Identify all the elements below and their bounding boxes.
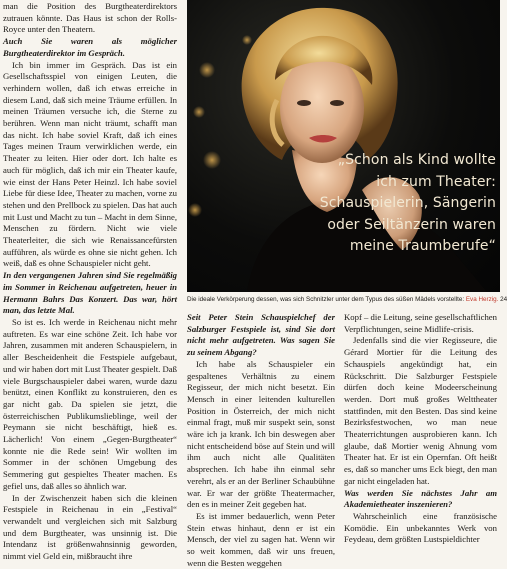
left-paragraph: So ist es. Ich werde in Reichenau nicht mehr auftreten. Es war eine schöne Zeit. Ich habe vor Jahren, zusammen mit anderen Schauspielern, in aller Bescheidenheit die Festspiele aufgebaut, und wir haben dort mit Lust Theater gespielt. Daß viele Burgschauspieler dabei waren, wurde dazu benützt, einen Konflikt zu konstruieren, den es gar nicht gab. Da spielen sie jetzt, die österreichischen Publikumslieblinge, weil der Peymann sie nicht beschäftigt, hieß es. Lächerlich! Von einem „Gegen-Burgtheater“ konnte nie die Rede sein! Wir wollten im Sommer in der schönen Umgebung des Semmering gut gespieltes Theater machen. Es gefiel uns, daß alles so ähnlich war. bbox=[3, 316, 177, 491]
caption-credit: Eva Herzig. bbox=[465, 296, 499, 303]
middle-paragraph: Es ist immer bedauerlich, wenn Peter Stein etwas hinhaut, denn er ist ein Mensch, der viel zu sagen hat. Wenn wir so weit kommen, daß wir uns freuen, wenn die Besten weggehen bbox=[187, 510, 335, 568]
interview-question: Seit Peter Stein Schauspielchef der Salzburger Festspiele ist, sind Sie dort nicht mehr aufgetreten. Was sagen Sie zu seinem Abgang? bbox=[187, 312, 335, 358]
middle-paragraph: Ich habe als Schauspieler ein gespaltenes Verhältnis zu einem Regisseur, der mich nicht besetzt. Ein Mensch in einer leitenden kulturellen Position in Österreich, der mich nicht einmal fragt, muß mir suspekt sein, sonst wäre ich ja krank. Ich bin deswegen aber nicht entscheidend böse auf Stein und will ihm auch nicht alle Qualitäten absprechen. Ich habe ihn einmal sehr verehrt, als er an der Berliner Schaubühne war. Er war der größte Theatermacher, den es in meiner Zeit gegeben hat. bbox=[187, 358, 335, 510]
portrait-photo bbox=[187, 0, 500, 292]
interview-question: In den vergangenen Jahren sind Sie regelmäßig im Sommer in Reichenau aufgetreten, heuer in Hermann Bahrs Das Konzert. Das war, hört man, das letzte Mal. bbox=[3, 270, 177, 316]
photo-caption bbox=[187, 296, 507, 304]
pull-quote-line: Schauspielerin, Sängerin bbox=[319, 195, 496, 211]
left-paragraph: Ich bin immer im Gespräch. Das ist ein Gesellschaftsspiel von einigen Leuten, die verhindern wollen, daß ich etwas erreiche in diesem Land, daß sich meine Träume erfüllen. In meinen Träumen versuche ich, die Sterne zu berühren. Wenn man nicht träumt, schafft man das nicht. Ich habe soviel Kraft, daß ich eines Tages meinen Traum verwirklichen werde, ein Theater zu leiten. Hier oder dort. Ich halte es auch für möglich, daß ich mir ein Theater kaufe, wie einst der Hans Peter Heinzl. Ich habe soviel Liebe für diese Idee, Theater zu machen, vorne zu stehen und den Prellbock zu spielen. Das hat auch mit Lust und Macht zu tun – Macht in dem Sinne, Menschen zu fördern. Nicht wie viele Theaterleiter, die sich wie Renaissancefürsten aufführen, als würde es ohne sie nicht gehen. Ich weiß, daß es ohne Schauspieler nicht geht. bbox=[3, 59, 177, 269]
interview-question: Auch Sie waren als möglicher Burgtheaterdirektor im Gespräch. bbox=[3, 36, 177, 58]
middle-column-article-text bbox=[187, 312, 337, 568]
left-paragraph: man die Position des Burgtheaterdirektors zutrauen könnte. Das Haus ist schon der Rolls-Royce unter den Theatern. bbox=[3, 1, 177, 35]
pull-quote-line: „Schon als Kind wollte bbox=[337, 152, 496, 168]
right-column-article-text bbox=[344, 312, 500, 545]
left-paragraph: In der Zwischenzeit haben sich die kleinen Festspiele in Reichenau in ein „Festival“ verwandelt und vergleichen sich mit Salzburg und dem Burgtheater, was unsinnig ist. Die Intendanz ist größenwahnsinnig geworden, nimmt viel Geld ein, mißbraucht ihre bbox=[3, 492, 177, 562]
pull-quote-line: oder Seiltänzerin waren bbox=[327, 216, 496, 233]
interview-question: Was werden Sie nächstes Jahr am Akademietheater inszenieren? bbox=[344, 487, 497, 510]
right-paragraph: Kopf – die Leitung, seine gesellschaftlichen Verpflichtungen, seine Midlife-crisis. bbox=[344, 312, 497, 334]
left-column-article-text bbox=[0, 0, 180, 562]
caption-text: Die ideale Verkörperung dessen, was sich Schnitzler unter dem Typus des süßen Mädels vorstellte: bbox=[187, 296, 466, 303]
pull-quote bbox=[266, 150, 496, 258]
page-number: 24 bbox=[500, 296, 507, 303]
right-paragraph: Wahrscheinlich eine französische Komödie. Ein unbekanntes Werk von Feydeau, dem größten Lustspieldichter bbox=[344, 510, 497, 545]
pull-quote-line: meine Traumberufe“ bbox=[349, 238, 496, 254]
right-paragraph: Jedenfalls sind die vier Regisseure, die Gérard Mortier für die Leitung des Schauspiels angekündigt hat, ein Rückschritt. Die Salzburger Festspiele dürfen doch keine Modeerscheinung werden. Dort muß großes Welttheater stattfinden, mit den Besten. Das sind keine Bezirksfestwochen, wo man neue Theaterrichtungen ausprobieren kann. Ich glaube, daß Mortier wenig Ahnung vom Theater hat. Er ist ein Opernfan. Oft heißt es, daß so mancher ums Eck biegt, den man gar nicht eingeladen hat. bbox=[344, 335, 497, 486]
pull-quote-line: ich zum Theater: bbox=[376, 173, 496, 190]
